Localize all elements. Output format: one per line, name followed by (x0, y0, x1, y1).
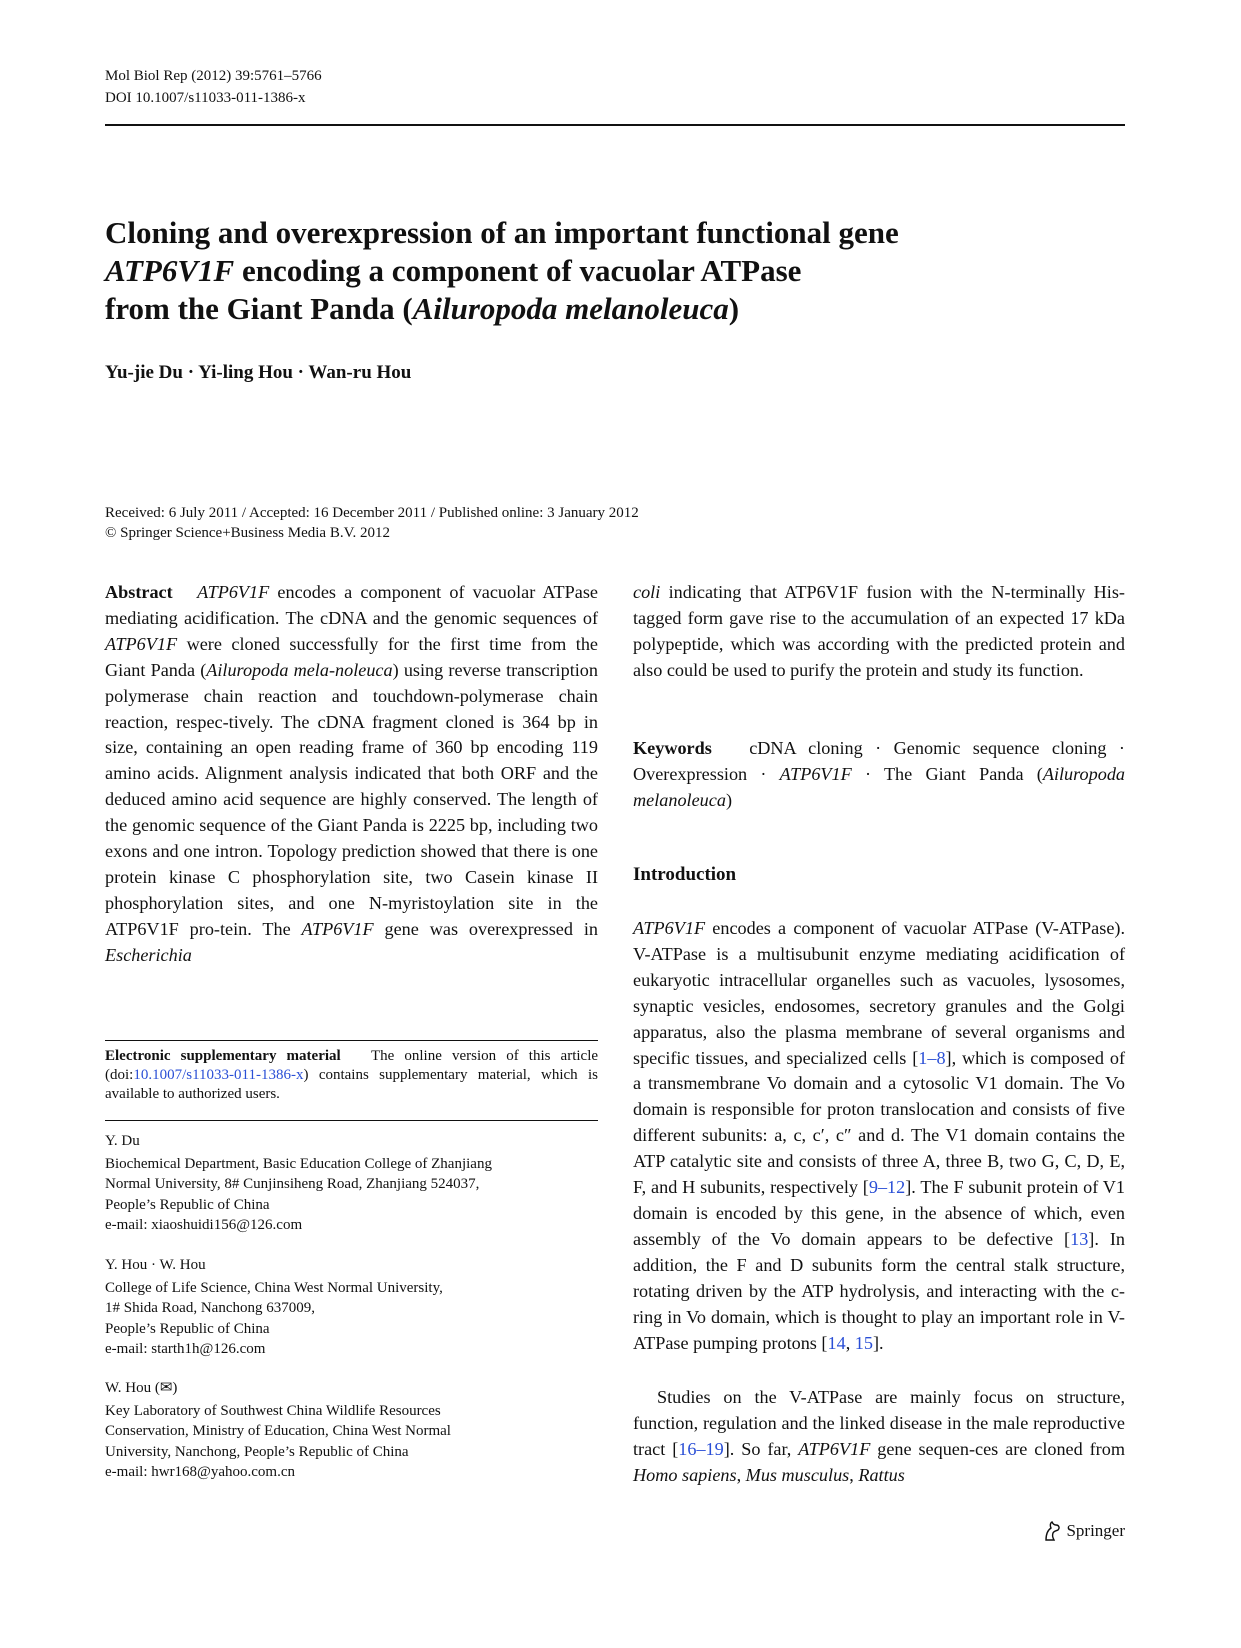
title-line-2-rest: encoding a component of vacuolar ATPase (234, 253, 802, 288)
affiliation-email: e-mail: xiaoshuidi156@126.com (105, 1217, 303, 1233)
keywords-gene: ATP6V1F (779, 763, 852, 784)
springer-horse-icon (1042, 1520, 1062, 1542)
doi-link[interactable]: 10.1007/s11033-011-1386-x (133, 1067, 304, 1083)
abstract-text-3: ) using reverse transcription polymerase chain reaction and touchdown-polymerase chain reaction, respec-tively. The cDNA fragment cloned is 364 bp in size, containing an open reading frame of 360 bp encoding 119 amino acids. Alignment analysis indicated that both ORF and the deduced amino acid sequence are highly conserved. The length of the genomic sequence of the Giant Panda is 2225 bp, including two exons and one intron. Topology prediction showed that there is one protein kinase C phosphorylation site, two Casein kinase II phosphorylation sites, and one N-myristoylation site in the ATP6V1F pro-tein. The (105, 659, 598, 939)
affiliation-2 (105, 1255, 598, 1360)
esm-rule-bottom (105, 1120, 598, 1121)
affiliation-line: University, Nanchong, People’s Republic of China (105, 1443, 409, 1460)
title-line-3-a: from the Giant Panda ( (105, 291, 413, 326)
affiliation-1 (105, 1131, 598, 1236)
esm-text-1: The online version of this article (doi: (105, 1048, 599, 1083)
citation-link[interactable]: 16–19 (678, 1438, 724, 1459)
intro2-text-3: gene sequen-ces are cloned from (870, 1438, 1125, 1459)
abstract-right (633, 580, 1125, 684)
affiliation-email: e-mail: starth1h@126.com (105, 1341, 266, 1357)
intro-text-4: ]. In addition, the F and D subunits form the central stalk structure, rotating driven by the ATP hydrolysis, and interacting with the c-ring in Vo domain, which is thought to play an important role in V-ATPase pumping protons [ (633, 1228, 1125, 1353)
keywords-label: Keywords (633, 738, 712, 758)
abstract-text-4: gene was overexpressed in (373, 918, 598, 939)
affiliation-line: People’s Republic of China (105, 1196, 270, 1213)
abstract-gene-2: ATP6V1F (105, 633, 178, 654)
title-gene-name: ATP6V1F (105, 253, 235, 288)
author-list: Yu-jie Du · Yi-ling Hou · Wan-ru Hou (105, 362, 412, 383)
abstract-text-2: were cloned successfully for the first time from the Giant Panda ( (105, 633, 598, 680)
keywords-text-2: · The Giant Panda ( (851, 763, 1043, 784)
dates-line: Received: 6 July 2011 / Accepted: 16 December 2011 / Published online: 3 January 2012 (105, 505, 639, 521)
abstract-species: Ailuropoda mela-noleuca (206, 659, 393, 680)
affiliation-line: Normal University, 8# Cunjinsiheng Road, Zhanjiang 524037, (105, 1176, 480, 1192)
copyright-line: © Springer Science+Business Media B.V. 2012 (105, 525, 390, 541)
intro-text-1: encodes a component of vacuolar ATPase (V-ATPase). V-ATPase is a multisubunit enzyme mediating acidification of eukaryotic intracellular organelles such as vacuoles, lysosomes, synaptic vesicles, endosomes, secretory granules and the Golgi apparatus, also the plasma membrane of several organisms and specific tissues, and specialized cells [ (633, 918, 1125, 1068)
keywords-text-3: ) (725, 789, 732, 810)
citation-link[interactable]: 15 (854, 1332, 873, 1353)
intro2-text-1: Studies on the V-ATPase are mainly focus on structure, function, regulation and the linked disease in the male reproductive tract [ (633, 1387, 1125, 1459)
title-line-3 (105, 290, 1105, 328)
introduction-paragraph-2 (633, 1385, 1125, 1489)
intro-text-6: ]. (872, 1332, 884, 1353)
abstract-gene-3: ATP6V1F (301, 918, 374, 939)
esm-label: Electronic supplementary material (105, 1048, 341, 1064)
abstract-gene-1: ATP6V1F (197, 582, 270, 602)
affiliation-line: Conservation, Ministry of Education, China West Normal (105, 1423, 451, 1439)
affiliation-3 (105, 1378, 598, 1483)
introduction-paragraph-1 (633, 916, 1125, 1356)
abstract-text-5: indicating that ATP6V1F fusion with the N-terminally His-tagged form gave rise to the accumulation of an expected 17 kDa polypeptide, which was according with the predicted protein and also could be used to purify the protein and study its function. (633, 582, 1125, 680)
intro2-gene: ATP6V1F (798, 1438, 871, 1459)
citation-link[interactable]: 1–8 (918, 1047, 946, 1068)
intro2-species-1: Homo sapiens (633, 1464, 737, 1485)
abstract-text-1: encodes a component of vacuolar ATPase mediating acidification. The cDNA and the genomic sequences of (105, 582, 598, 628)
title-line-2 (105, 252, 1105, 290)
citation-link[interactable]: 9–12 (868, 1177, 906, 1198)
supplementary-note (105, 1047, 598, 1104)
intro2-text-2: ]. So far, (723, 1438, 799, 1459)
intro2-species-2: Mus musculus (745, 1464, 850, 1485)
affiliation-line: College of Life Science, China West Normal University, (105, 1279, 443, 1296)
abstract-organism-2: coli (633, 582, 661, 602)
citation-link[interactable]: 13 (1070, 1228, 1089, 1249)
affiliation-line: Biochemical Department, Basic Education College of Zhanjiang (105, 1155, 492, 1172)
abstract-left (105, 580, 598, 969)
introduction-heading: Introduction (633, 864, 737, 885)
intro-text-2: ], which is composed of a transmembrane Vo domain and a cytosolic V1 domain. The Vo domain is responsible for proton translocation and consists of five different subunits: a, c, c′, c″ and d. The V1 domain contains the ATP catalytic site and consists of three A, three B, two G, C, D, E, F, and H subunits, respectively [ (633, 1047, 1125, 1198)
esm-rule-top (105, 1040, 598, 1041)
esm-text-2: ) contains supplementary material, which is available to authorized users. (105, 1067, 598, 1102)
journal-citation: Mol Biol Rep (2012) 39:5761–5766 (105, 68, 322, 84)
keywords (633, 736, 1125, 814)
doi-line: DOI 10.1007/s11033-011-1386-x (105, 90, 306, 106)
affiliation-line: 1# Shida Road, Nanchong 637009, (105, 1300, 315, 1316)
header-rule (105, 124, 1125, 126)
intro2-sep-2: , (849, 1464, 859, 1485)
abstract-label: Abstract (105, 582, 173, 602)
title-line-1: Cloning and overexpression of an important functional gene (105, 215, 899, 250)
affiliation-name: Y. Hou · W. Hou (105, 1257, 206, 1273)
affiliation-name: Y. Du (105, 1133, 140, 1149)
publisher-name: Springer (1066, 1521, 1125, 1540)
intro-text-3: ]. The F subunit protein of V1 domain is encoded by this gene, in the absence of which, even assembly of the Vo domain appears to be defective [ (633, 1177, 1125, 1249)
intro-gene: ATP6V1F (633, 918, 706, 938)
abstract-organism: Escherichia (105, 944, 192, 965)
keywords-text-1: cDNA cloning · Genomic sequence cloning · Overexpression · (633, 738, 1125, 784)
intro-text-5: , (845, 1332, 855, 1353)
title-species: Ailuropoda melanoleuca (412, 291, 729, 326)
citation-link[interactable]: 14 (827, 1332, 846, 1353)
affiliation-email: e-mail: hwr168@yahoo.com.cn (105, 1464, 296, 1480)
article-title (105, 214, 1105, 328)
affiliation-line: Key Laboratory of Southwest China Wildlife Resources (105, 1402, 441, 1419)
intro2-species-3: Rattus (858, 1464, 905, 1485)
affiliation-name: W. Hou (✉) (105, 1380, 178, 1396)
keywords-species: Ailuropoda melanoleuca (633, 763, 1126, 810)
publication-dates (105, 503, 639, 543)
publisher-logo (1042, 1520, 1125, 1542)
intro2-sep-1: , (736, 1464, 746, 1485)
affiliation-line: People’s Republic of China (105, 1320, 270, 1337)
title-line-3-b: ) (728, 291, 740, 326)
